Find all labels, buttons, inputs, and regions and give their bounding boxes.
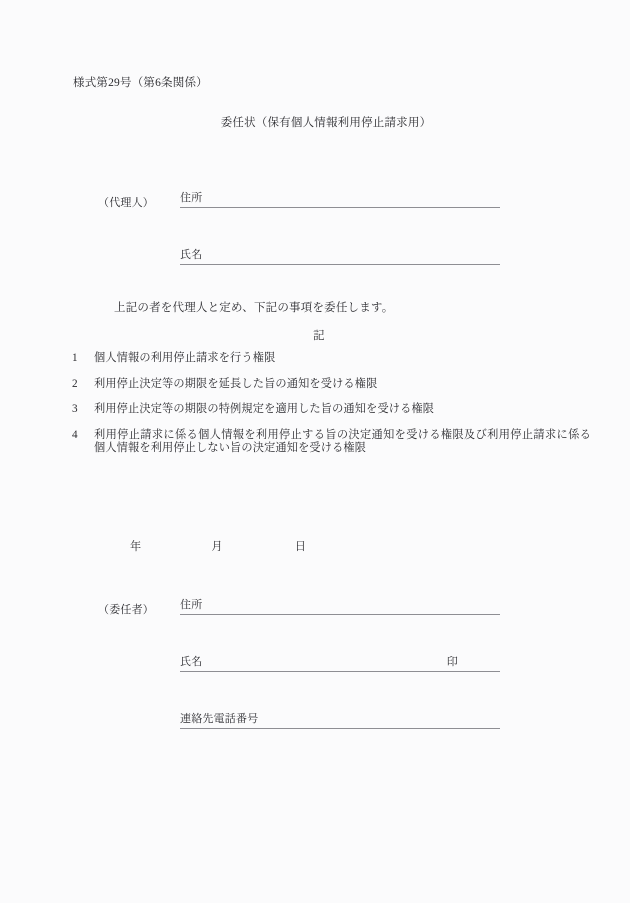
- delegator-address-label: 住所: [180, 599, 203, 611]
- list-item-number: 1: [72, 352, 78, 364]
- list-item-text: 利用停止決定等の期限の特例規定を適用した旨の通知を受ける権限: [94, 403, 435, 416]
- agent-address-label: 住所: [180, 192, 203, 204]
- list-item-number: 3: [72, 403, 78, 416]
- delegator-phone-field[interactable]: [180, 709, 500, 729]
- list-item: [72, 403, 582, 416]
- agent-address-field[interactable]: [180, 188, 500, 208]
- delegator-phone-label: 連絡先電話番号: [180, 713, 259, 725]
- list-item: [72, 352, 582, 365]
- agent-section-tag: （代理人）: [98, 197, 154, 209]
- delegator-name-field[interactable]: [180, 652, 500, 672]
- list-item: [72, 378, 582, 391]
- delegation-statement: 上記の者を代理人と定め、下記の事項を委任します。: [114, 302, 394, 314]
- items-heading: 記: [313, 330, 325, 342]
- agent-name-field[interactable]: [180, 245, 500, 265]
- delegator-section-tag: （委任者）: [98, 604, 154, 616]
- list-item-number: 2: [72, 377, 78, 390]
- document-title: 委任状（保有個人情報利用停止請求用）: [220, 117, 432, 129]
- day-label: 日: [294, 541, 307, 553]
- delegator-address-field[interactable]: [180, 595, 500, 615]
- list-item: [72, 429, 591, 455]
- list-item-text: 個人情報の利用停止請求を行う権限: [94, 352, 276, 364]
- agent-name-label: 氏名: [180, 249, 203, 261]
- date-line[interactable]: [130, 538, 306, 554]
- list-item-text: 利用停止請求に係る個人情報を利用停止する旨の決定通知を受ける権限及び利用停止請求に係る個人情報を利用停止しない旨の決定通知を受ける権限: [94, 429, 591, 455]
- list-item-number: 4: [72, 429, 78, 442]
- delegator-name-label: 氏名: [180, 656, 203, 668]
- month-label: 月: [211, 541, 223, 553]
- seal-mark-icon: 印: [446, 656, 458, 668]
- delegated-authority-list: [72, 352, 591, 468]
- year-label: 年: [130, 541, 142, 553]
- list-item-text: 利用停止決定等の期限を延長した旨の通知を受ける権限: [94, 377, 378, 390]
- form-code: 様式第29号（第6条関係）: [73, 77, 208, 89]
